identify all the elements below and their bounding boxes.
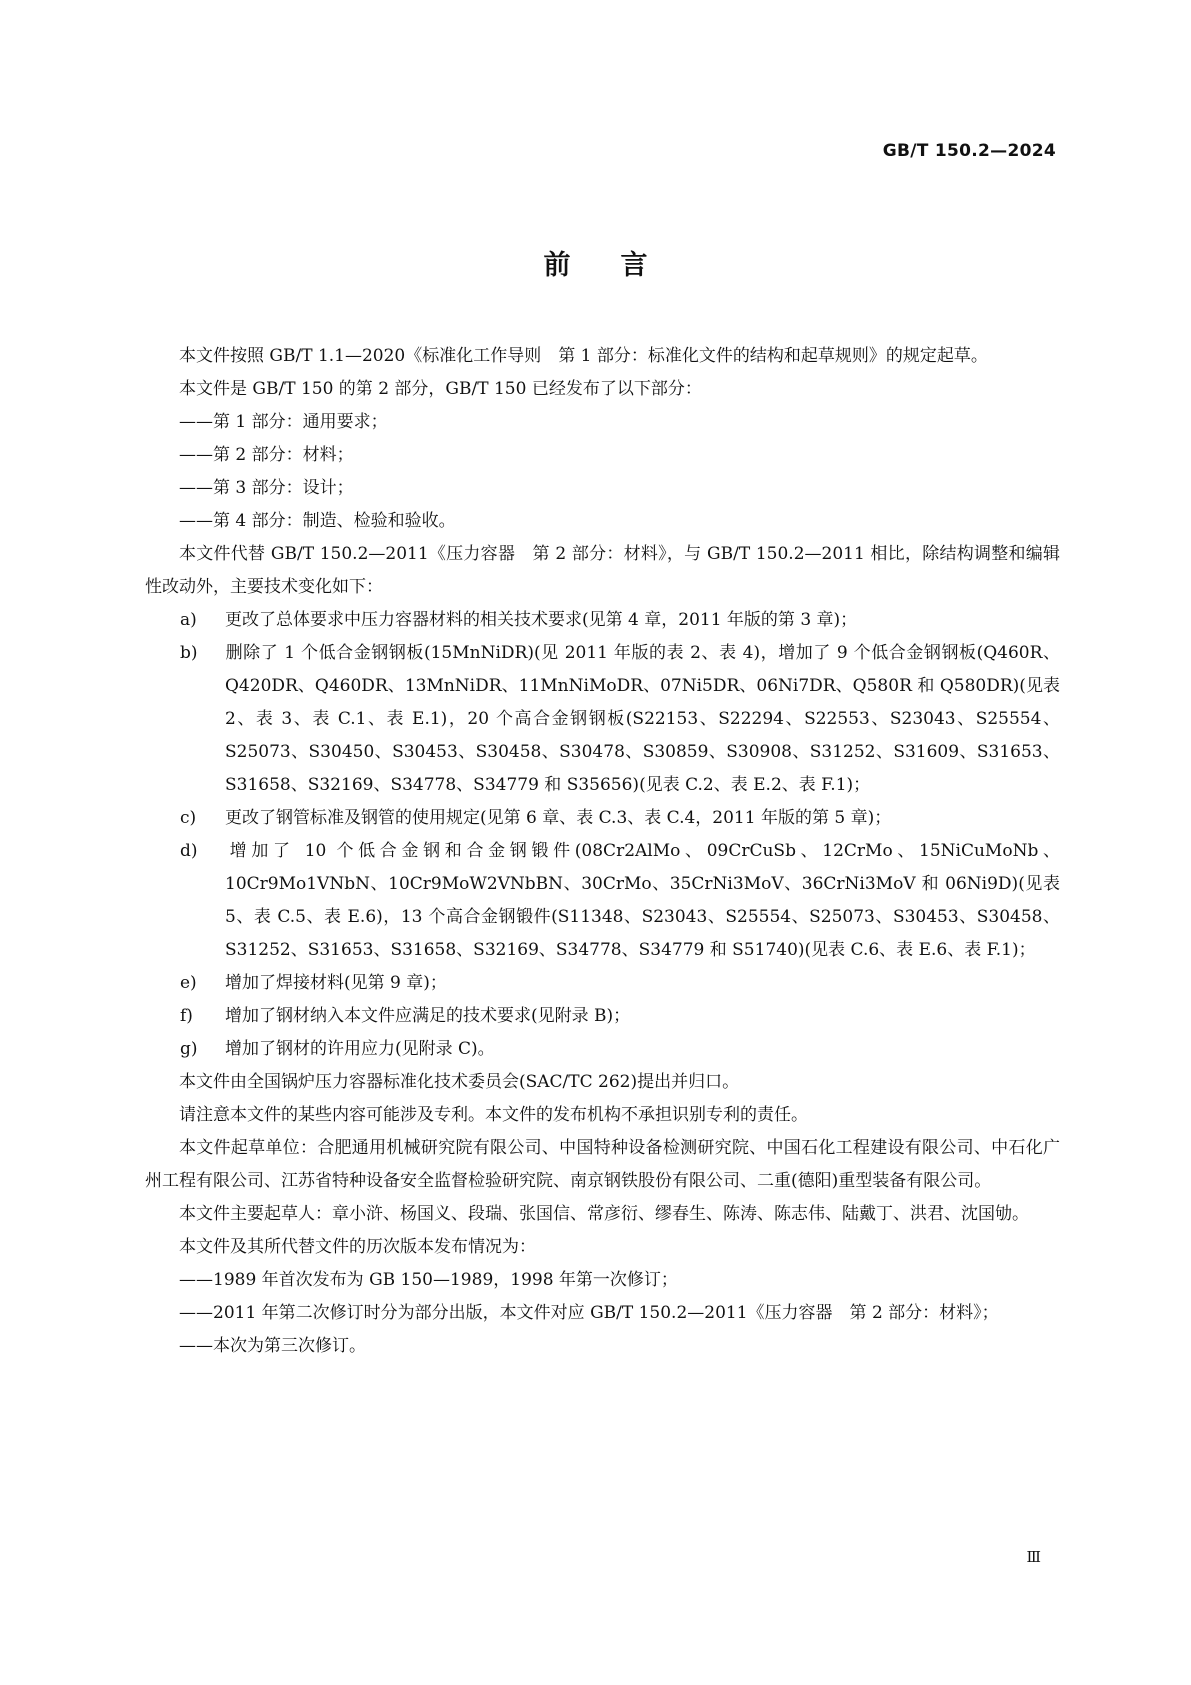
change-item [145,1000,1060,1033]
change-text: 更改了总体要求中压力容器材料的相关技术要求(见第 4 章，2011 年版的第 3 章)； [225,610,858,630]
change-text: 更改了钢管标准及钢管的使用规定(见第 6 章、表 C.3、表 C.4，2011 年版的第 5 章)； [225,808,892,828]
change-text: 增加了焊接材料(见第 9 章)； [225,973,447,993]
change-marker: a) [180,610,197,630]
list-item-part: ——第 2 部分：材料； [179,445,354,465]
change-marker: d) [180,841,198,861]
change-marker: b) [180,643,198,663]
change-marker: f) [180,1006,193,1026]
paragraph-drafting-units: 本文件起草单位：合肥通用机械研究院有限公司、中国特种设备检测研究院、中国石化工程建设有限公司、中石化广州工程有限公司、江苏省特种设备安全监督检验研究院、南京钢铁股份有限公司、二重(德阳)重型装备有限公司。 [145,1138,1060,1191]
foreword-body [145,340,1060,1363]
list-item-part: ——第 4 部分：制造、检验和验收。 [179,511,456,531]
document-number: GB/T 150.2—2024 [882,141,1056,161]
change-item [145,835,1060,967]
paragraph-drafting-rules: 本文件按照 GB/T 1.1—2020《标准化工作导则 第 1 部分：标准化文件的结构和起草规则》的规定起草。 [179,346,988,366]
change-item [145,967,1060,1000]
change-text: 增加了钢材的许用应力(见附录 C)。 [225,1039,495,1059]
paragraph-replaces: 本文件代替 GB/T 150.2—2011《压力容器 第 2 部分：材料》，与 GB/T 150.2—2011 相比，除结构调整和编辑性改动外，主要技术变化如下： [145,544,1060,597]
list-item-part: ——第 1 部分：通用要求； [179,412,388,432]
list-item-part: ——第 3 部分：设计； [179,478,354,498]
paragraph-history-intro: 本文件及其所代替文件的历次版本发布情况为： [179,1237,536,1257]
paragraph-drafters: 本文件主要起草人：章小浒、杨国义、段瑞、张国信、常彦衍、缪春生、陈涛、陈志伟、陆戴丁、洪君、沈国劬。 [179,1204,1029,1224]
paragraph-parts-intro: 本文件是 GB/T 150 的第 2 部分，GB/T 150 已经发布了以下部分： [179,379,702,399]
paragraph-patent-notice: 请注意本文件的某些内容可能涉及专利。本文件的发布机构不承担识别专利的责任。 [179,1105,808,1125]
list-item-history: ——本次为第三次修订。 [179,1336,366,1356]
change-text: 增加了 10 个低合金钢和合金钢锻件(08Cr2AlMo、09CrCuSb、12CrMo、15NiCuMoNb、10Cr9Mo1VNbN、10Cr9MoW2VNbBN、30CrMo、35CrNi3MoV、36CrNi3MoV 和 06Ni9D)(见表 5、表 C.5、表 E.6)，13 个高合金钢锻件(S11348、S23043、S25554、S25073、S30453、S30458、S31252、S31653、S31658、S32169、S34778、S34779 和 S51740)(见表 C.6、表 E.6、表 F.1)； [225,841,1060,960]
change-marker: g) [180,1039,198,1059]
page-title: 前言 [543,250,698,281]
change-item [145,637,1060,802]
change-item [145,1033,1060,1066]
change-item [145,604,1060,637]
page-number: Ⅲ [1026,1548,1041,1566]
change-text: 增加了钢材纳入本文件应满足的技术要求(见附录 B)； [225,1006,631,1026]
change-marker: e) [180,973,197,993]
change-item [145,802,1060,835]
list-item-history: ——1989 年首次发布为 GB 150—1989，1998 年第一次修订； [179,1270,678,1290]
change-text: 删除了 1 个低合金钢钢板(15MnNiDR)(见 2011 年版的表 2、表 4)，增加了 9 个低合金钢钢板(Q460R、Q420DR、Q460DR、13MnNiDR、11MnNiMoDR、07Ni5DR、06Ni7DR、Q580R 和 Q580DR)(见表 2、表 3、表 C.1、表 E.1)，20 个高合金钢钢板(S22153、S22294、S22553、S23043、S25554、S25073、S30450、S30453、S30458、S30478、S30859、S30908、S31252、S31609、S31653、S31658、S32169、S34778、S34779 和 S35656)(见表 C.2、表 E.2、表 F.1)； [225,643,1060,795]
list-item-history: ——2011 年第二次修订时分为部分出版，本文件对应 GB/T 150.2—2011《压力容器 第 2 部分：材料》； [179,1303,999,1323]
paragraph-committee: 本文件由全国锅炉压力容器标准化技术委员会(SAC/TC 262)提出并归口。 [179,1072,740,1092]
change-marker: c) [180,808,197,828]
